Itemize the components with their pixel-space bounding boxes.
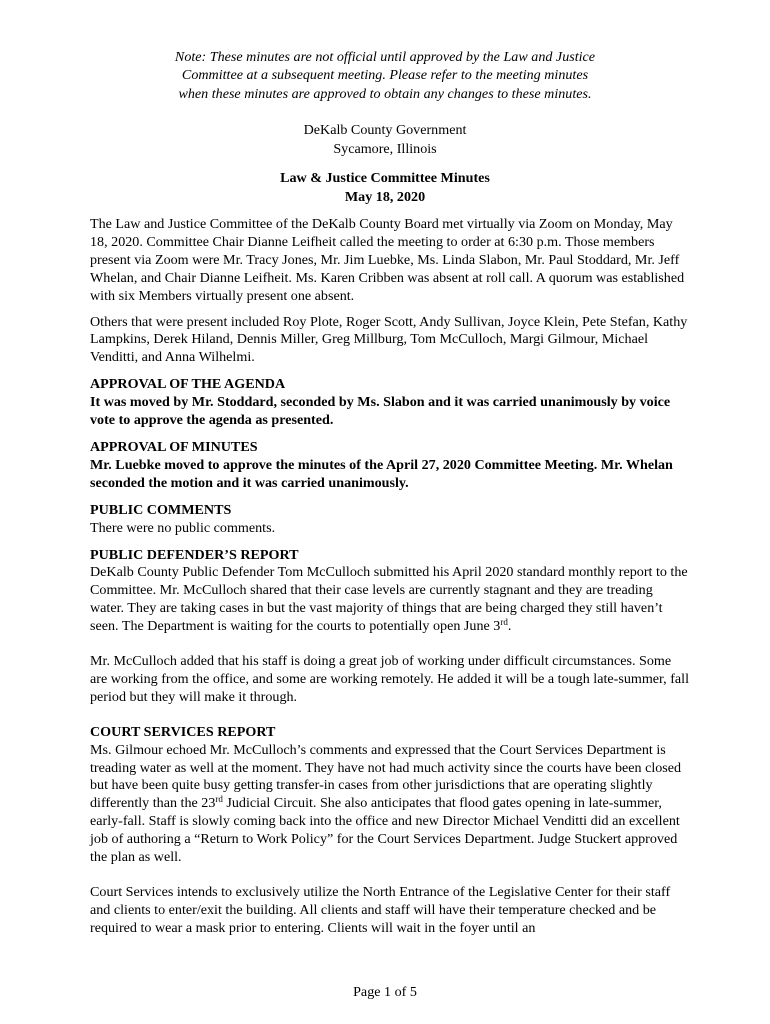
text-run: Judicial Circuit. She also anticipates that flood gates opening in late-summer, early-fall. Staff is slowly coming back into the office and new Director Michael Venditti did an excellent job of authoring a “Return to Work Policy” for the Court Services Department. Judge Stuckert approved the plan as well. bbox=[90, 795, 680, 866]
text-run: . bbox=[507, 618, 512, 635]
section-heading-public-comments: PUBLIC COMMENTS bbox=[90, 501, 232, 518]
disclaimer-note bbox=[100, 48, 670, 103]
note-line: Note: These minutes are not official until approved by the Law and Justice bbox=[174, 49, 596, 65]
section-heading-minutes: APPROVAL OF MINUTES bbox=[90, 438, 258, 455]
intro-paragraph: The Law and Justice Committee of the DeKalb County Board met virtually via Zoom on Monday, May 18, 2020. Committee Chair Dianne Leifheit called the meeting to order at 6:30 p.m. Those members present via Zoom were Mr. Tracy Jones, Mr. Jim Luebke, Ms. Linda Slabon, Mr. Paul Stoddard, Mr. Jeff Whelan, and Chair Dianne Leifheit. Ms. Karen Cribben was absent at roll call. A quorum was established with six Members virtually present one absent. bbox=[90, 216, 685, 304]
public-defender-paragraph-1 bbox=[90, 564, 690, 636]
page-number: Page 1 of 5 bbox=[353, 984, 417, 1000]
document-title bbox=[100, 169, 670, 206]
title-main: Law & Justice Committee Minutes bbox=[280, 170, 490, 186]
court-services-paragraph-2: Court Services intends to exclusively utilize the North Entrance of the Legislative Center for their staff and clients to enter/exit the building. All clients and staff will have their temperature checked and be required to wear a mask prior to entering. Clients will wait in the foyer until an bbox=[90, 884, 671, 936]
section-heading-court-services: COURT SERVICES REPORT bbox=[90, 723, 276, 740]
organization-name: DeKalb County Government bbox=[303, 122, 467, 138]
minutes-motion: Mr. Luebke moved to approve the minutes of the April 27, 2020 Committee Meeting. Mr. Whelan seconded the motion and it was carried unanimously. bbox=[90, 456, 673, 491]
section-heading-public-defender: PUBLIC DEFENDER’S REPORT bbox=[90, 546, 299, 563]
organization-header bbox=[100, 121, 670, 158]
superscript: rd bbox=[500, 617, 508, 628]
note-line: Committee at a subsequent meeting. Please refer to the meeting minutes bbox=[181, 67, 589, 84]
agenda-motion: It was moved by Mr. Stoddard, seconded by Ms. Slabon and it was carried unanimously by voice vote to approve the agenda as presented. bbox=[90, 394, 671, 429]
organization-location: Sycamore, Illinois bbox=[333, 140, 437, 157]
section-heading-agenda: APPROVAL OF THE AGENDA bbox=[90, 376, 286, 393]
text-run: DeKalb County Public Defender Tom McCulloch submitted his April 2020 standard monthly report to the Committee. Mr. McCulloch shared that their case levels are currently stagnant and they are treading water. They are taking cases in but the vast majority of things that are being charged they still haven’t seen. The Department is waiting for the courts to potentially open June 3 bbox=[90, 564, 688, 635]
superscript: rd bbox=[215, 794, 223, 805]
court-services-paragraph-1 bbox=[90, 742, 690, 867]
attendees-paragraph: Others that were present included Roy Plote, Roger Scott, Andy Sullivan, Joyce Klein, Pete Stefan, Kathy Lampkins, Derek Hiland, Dennis Miller, Greg Millburg, Tom McCulloch, Margi Gilmour, Michael Venditti, and Anna Wilhelmi. bbox=[90, 313, 688, 366]
public-defender-paragraph-2: Mr. McCulloch added that his staff is doing a great job of working under difficult circumstances. Some are working from the office, and some are working remotely. He added it will be a tough late-summer, fall period but they will make it through. bbox=[90, 653, 690, 705]
title-date: May 18, 2020 bbox=[344, 188, 426, 205]
public-comments-text: There were no public comments. bbox=[90, 519, 276, 536]
minutes-body bbox=[90, 216, 690, 938]
text-run: Ms. Gilmour echoed Mr. McCulloch’s comments and expressed that the Court Services Department is treading water as well at the moment. They have not had much activity since the courts have been closed but have been quite busy getting transfer-in cases from other jurisdictions that are operating slightly differently than the 23 bbox=[90, 741, 682, 812]
note-line: when these minutes are approved to obtain any changes to these minutes. bbox=[178, 85, 592, 102]
